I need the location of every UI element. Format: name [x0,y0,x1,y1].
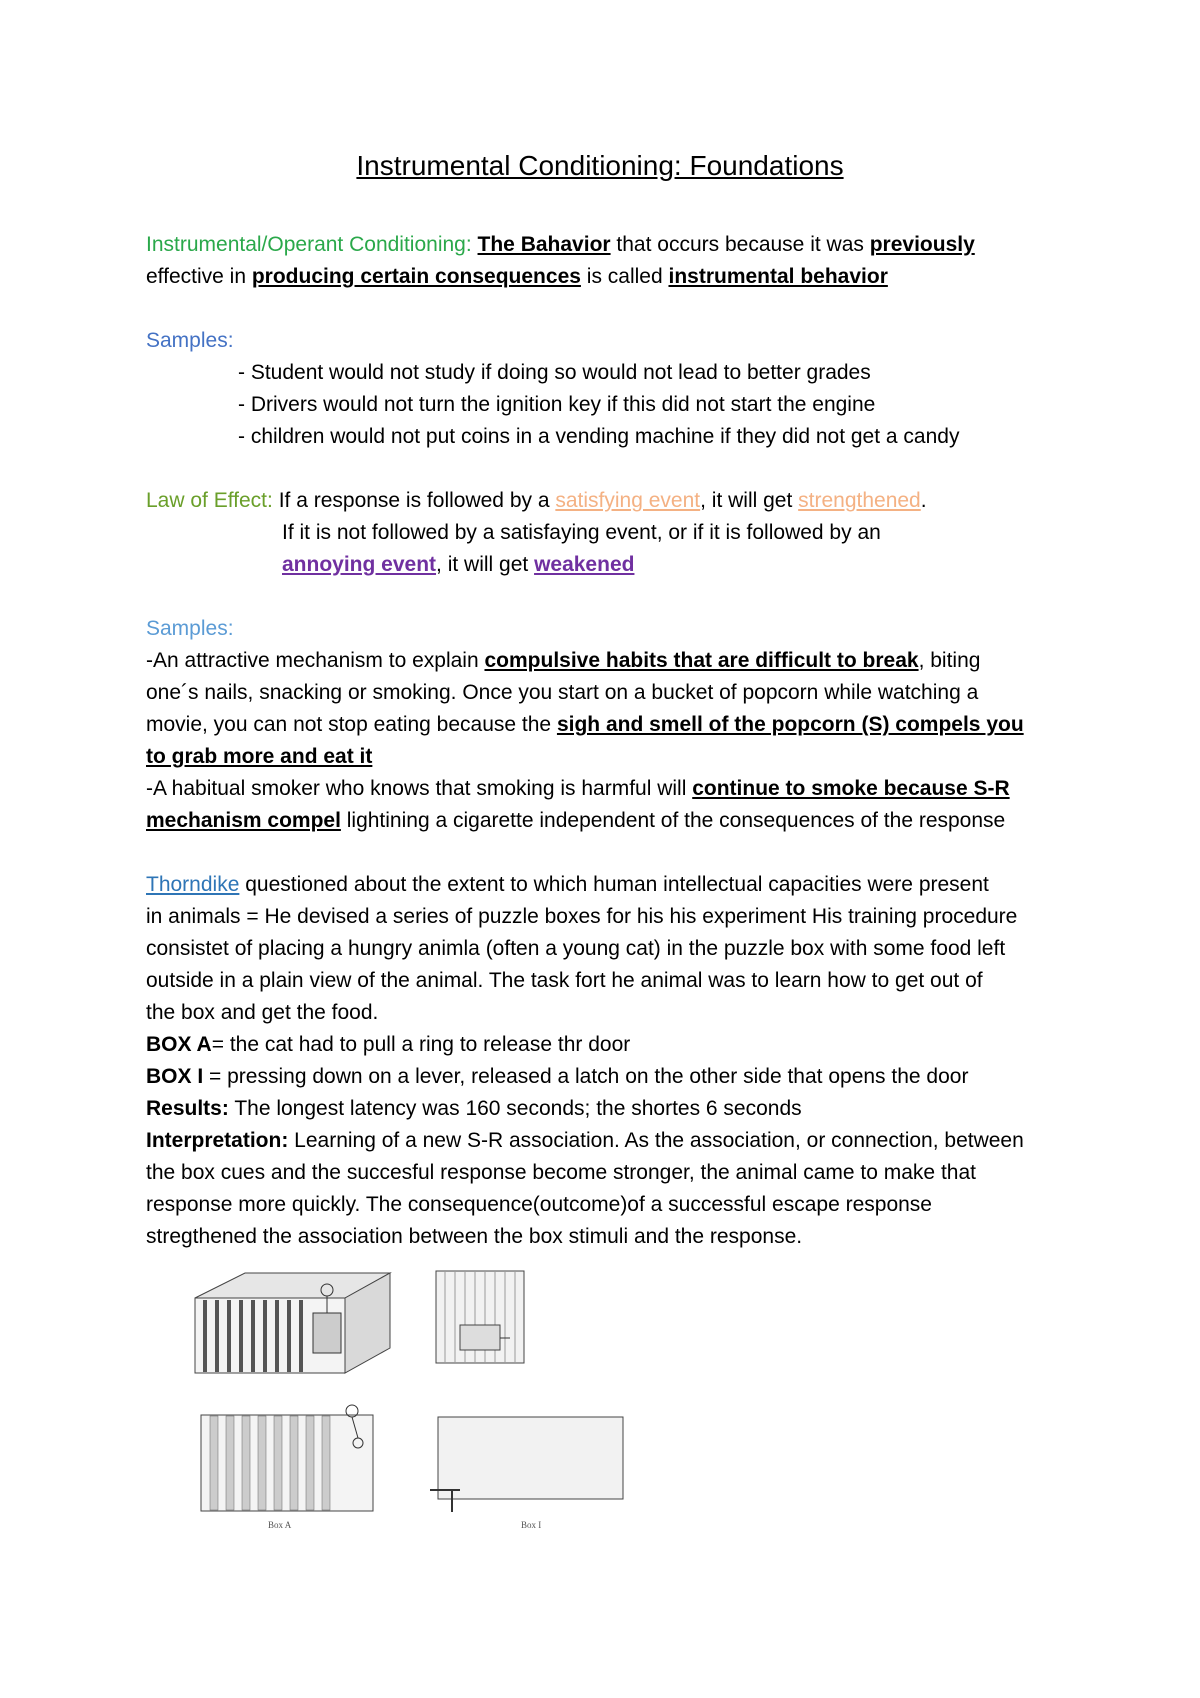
thorndike-line: the box and get the food. [146,1001,379,1024]
box-i-caption: Box I [521,1520,542,1530]
results-label: Results: [146,1097,229,1120]
thorndike-line: in animals = He devised a series of puzzle boxes for his his experiment His training procedure [146,905,1018,928]
definition-term-behavior: The Bahavior [477,233,611,256]
definition-term-previously: previously [869,233,975,256]
box-a-side-image [200,1403,380,1513]
box-i-line [146,1062,968,1092]
interpretation-line [146,1126,1024,1156]
law-of-effect-line-2: If it is not followed by a satisfaying event, or if it is followed by an [282,521,881,544]
sample-text: , biting [918,649,981,672]
sample-paragraph-line [146,646,980,676]
definition-term-consequences: producing certain consequences [251,265,581,288]
term-strengthened: strengthened [798,489,921,512]
definition-text: is called [580,265,669,288]
definition-label: Instrumental/Operant Conditioning: [146,233,472,256]
definition-term-instrumental: instrumental behavior [668,265,888,288]
box-i-front-image [435,1270,525,1365]
interpretation-line: the box cues and the succesful response become stronger, the animal came to make that [146,1161,976,1184]
law-text: . [920,489,927,512]
sample-item: - Student would not study if doing so would not lead to better grades [238,361,871,384]
term-satisfying-event: satisfying event [555,489,701,512]
box-a-perspective-image [185,1268,395,1383]
law-text: , it will get [700,489,799,512]
sample-text: movie, you can not stop eating because the [146,713,557,736]
sample-text: -A habitual smoker who knows that smoking is harmful will [146,777,693,800]
thorndike-line: outside in a plain view of the animal. The task fort he animal was to learn how to get out of [146,969,983,992]
sample-paragraph-line [146,774,1010,804]
law-of-effect-label: Law of Effect: [146,489,273,512]
sample-paragraph-line [146,710,1024,740]
term-compulsive-habits: compulsive habits that are difficult to break [484,649,919,672]
box-a-line [146,1030,630,1060]
definition-line-1 [146,230,975,260]
box-a-caption: Box A [268,1520,292,1530]
puzzle-box-figure [185,1268,645,1538]
sample-text: lightining a cigarette independent of the consequences of the response [340,809,1006,832]
box-i-label: BOX I [146,1065,204,1088]
box-a-label: BOX A [146,1033,212,1056]
term-weakened: weakened [534,553,635,576]
sample-paragraph-line: to grab more and eat it [146,745,373,768]
law-text: , it will get [436,553,535,576]
results-text: The longest latency was 160 seconds; the shortes 6 seconds [228,1097,802,1120]
term-sight-and-smell: sigh and smell of the popcorn (S) compels you [556,713,1024,736]
definition-text: that occurs because it was [610,233,870,256]
sample-text: -An attractive mechanism to explain [146,649,485,672]
interpretation-line: response more quickly. The consequence(outcome)of a successful escape response [146,1193,932,1216]
definition-text: effective in [146,265,252,288]
samples-heading-2: Samples: [146,617,234,640]
sample-item: - children would not put coins in a vending machine if they did not get a candy [238,425,960,448]
term-annoying-event: annoying event [282,553,437,576]
box-i-side-image [430,1416,625,1516]
term-mechanism-compel: mechanism compel [146,809,341,832]
interpretation-label: Interpretation: [146,1129,289,1152]
thorndike-line: consistet of placing a hungry animla (often a young cat) in the puzzle box with some food left [146,937,1006,960]
sample-paragraph-line [146,806,1005,836]
samples-heading: Samples: [146,329,234,352]
results-line [146,1094,802,1124]
law-text: If a response is followed by a [272,489,556,512]
thorndike-link[interactable]: Thorndike [146,873,240,896]
thorndike-line [146,870,989,900]
law-of-effect-line-3 [282,550,634,580]
page-title: Instrumental Conditioning: Foundations [356,150,844,181]
interpretation-line: stregthened the association between the box stimuli and the response. [146,1225,803,1248]
box-i-text: = pressing down on a lever, released a latch on the other side that opens the door [203,1065,969,1088]
sample-item: - Drivers would not turn the ignition key if this did not start the engine [238,393,876,416]
term-continue-to-smoke: continue to smoke because S-R [692,777,1010,800]
box-a-text: = the cat had to pull a ring to release thr door [211,1033,631,1056]
thorndike-text: questioned about the extent to which human intellectual capacities were present [239,873,989,896]
sample-paragraph-line: one´s nails, snacking or smoking. Once you start on a bucket of popcorn while watching a [146,681,979,704]
law-of-effect-line-1 [146,486,927,516]
interpretation-text: Learning of a new S-R association. As the association, or connection, between [288,1129,1024,1152]
definition-line-2 [146,262,888,292]
